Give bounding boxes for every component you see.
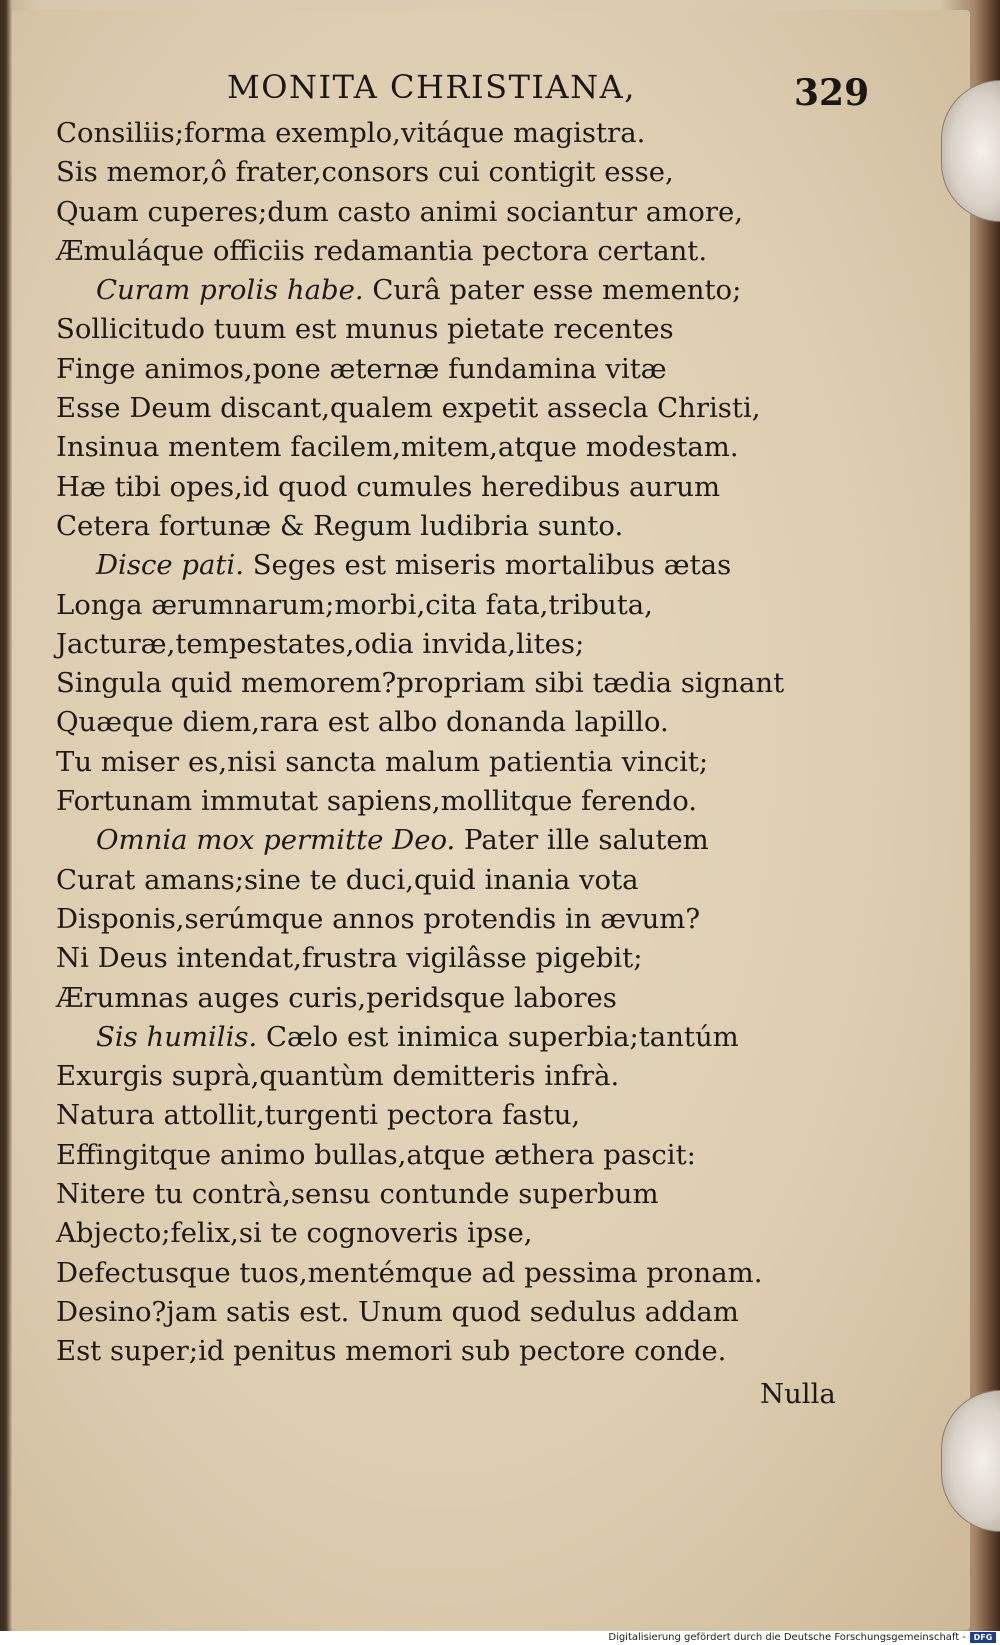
text-line	[56, 1018, 876, 1057]
text-line	[56, 546, 876, 585]
dfg-logo-icon: DFG	[970, 1632, 996, 1643]
line-text: Natura attollit,turgenti pectora fastu,	[56, 1099, 581, 1132]
running-title: MONITA CHRISTIANA,	[227, 68, 636, 106]
text-line	[56, 114, 876, 153]
text-line	[56, 232, 876, 271]
line-text: Desino?jam satis est. Unum quod sedulus addam	[56, 1295, 739, 1328]
text-line	[56, 310, 876, 349]
line-text: Insinua mentem facilem,mitem,atque modestam.	[56, 431, 739, 464]
text-line	[56, 350, 876, 389]
text-line	[56, 861, 876, 900]
text-line	[56, 1214, 876, 1253]
line-text: Disponis,serúmque annos protendis in ævum?	[56, 902, 701, 935]
section-heading: Omnia mox permitte Deo.	[96, 824, 456, 857]
text-line	[56, 703, 876, 742]
text-block	[56, 114, 876, 1372]
line-text: Æmuláque officiis redamantia pectora certant.	[56, 234, 708, 267]
text-line	[56, 625, 876, 664]
text-line	[56, 1096, 876, 1135]
text-line	[56, 468, 876, 507]
line-text: Hæ tibi opes,id quod cumules heredibus aurum	[56, 470, 721, 503]
footer-credit: Digitalisierung gefördert durch die Deutsche Forschungsgemeinschaft -	[608, 1632, 966, 1643]
section-heading: Curam prolis habe.	[96, 274, 364, 307]
text-line	[56, 153, 876, 192]
line-text: Consiliis;forma exemplo,vitáque magistra.	[56, 117, 646, 149]
catchword: Nulla	[760, 1378, 836, 1410]
line-text: Exurgis suprà,quantùm demitteris infrà.	[56, 1060, 620, 1093]
text-line	[56, 507, 876, 546]
text-line	[56, 821, 876, 860]
line-text: Jacturæ,tempestates,odia invida,lites;	[56, 627, 585, 660]
line-text: Curâ pater esse memento;	[363, 274, 742, 307]
text-line	[56, 586, 876, 625]
text-line	[56, 782, 876, 821]
line-text: Quam cuperes;dum casto animi sociantur amore,	[56, 195, 743, 228]
page-header	[52, 62, 912, 112]
line-text: Esse Deum discant,qualem expetit assecla Christi,	[56, 392, 761, 425]
line-text: Defectusque tuos,mentémque ad pessima pronam.	[56, 1256, 763, 1289]
line-text: Sis memor,ô frater,consors cui contigit esse,	[56, 156, 674, 189]
line-text: Cælo est inimica superbia;tantúm	[257, 1020, 739, 1053]
section-heading: Disce pati.	[96, 549, 244, 582]
line-text: Fortunam immutat sapiens,mollitque ferendo.	[56, 785, 698, 818]
line-text: Ni Deus intendat,frustra vigilâsse pigebit;	[56, 942, 643, 975]
text-line	[56, 428, 876, 467]
line-text: Abjecto;felix,si te cognoveris ipse,	[56, 1217, 533, 1250]
text-line	[56, 1293, 876, 1332]
book-page	[12, 10, 970, 1630]
text-line	[56, 271, 876, 310]
text-line	[56, 664, 876, 703]
line-text: Finge animos,pone æternæ fundamina vitæ	[56, 352, 667, 385]
line-text: Cetera fortunæ & Regum ludibria sunto.	[56, 509, 624, 542]
line-text: Ærumnas auges curis,peridsque labores	[56, 981, 617, 1014]
text-line	[56, 1175, 876, 1214]
footer-bar	[0, 1631, 1000, 1645]
text-line	[56, 979, 876, 1018]
line-text: Nitere tu contrà,sensu contunde superbum	[56, 1178, 659, 1211]
section-heading: Sis humilis.	[96, 1020, 258, 1053]
text-line	[56, 900, 876, 939]
page-number: 329	[794, 72, 870, 114]
text-line	[56, 1254, 876, 1293]
line-text: Pater ille salutem	[455, 824, 709, 857]
line-text: Tu miser es,nisi sancta malum patientia vincit;	[56, 745, 709, 778]
text-line	[56, 1136, 876, 1175]
text-line	[56, 389, 876, 428]
text-line	[56, 1057, 876, 1096]
text-line	[56, 743, 876, 782]
text-line	[56, 939, 876, 978]
line-text: Est super;id penitus memori sub pectore conde.	[56, 1335, 727, 1368]
line-text: Singula quid memorem?propriam sibi tædia signant	[56, 667, 785, 700]
line-text: Longa ærumnarum;morbi,cita fata,tributa,	[56, 588, 653, 621]
text-line	[56, 1332, 876, 1371]
line-text: Quæque diem,rara est albo donanda lapillo.	[56, 706, 669, 739]
line-text: Curat amans;sine te duci,quid inania vota	[56, 863, 639, 896]
text-line	[56, 193, 876, 232]
line-text: Effingitque animo bullas,atque æthera pascit:	[56, 1138, 696, 1171]
line-text: Seges est miseris mortalibus ætas	[243, 549, 732, 582]
line-text: Sollicitudo tuum est munus pietate recentes	[56, 313, 674, 346]
